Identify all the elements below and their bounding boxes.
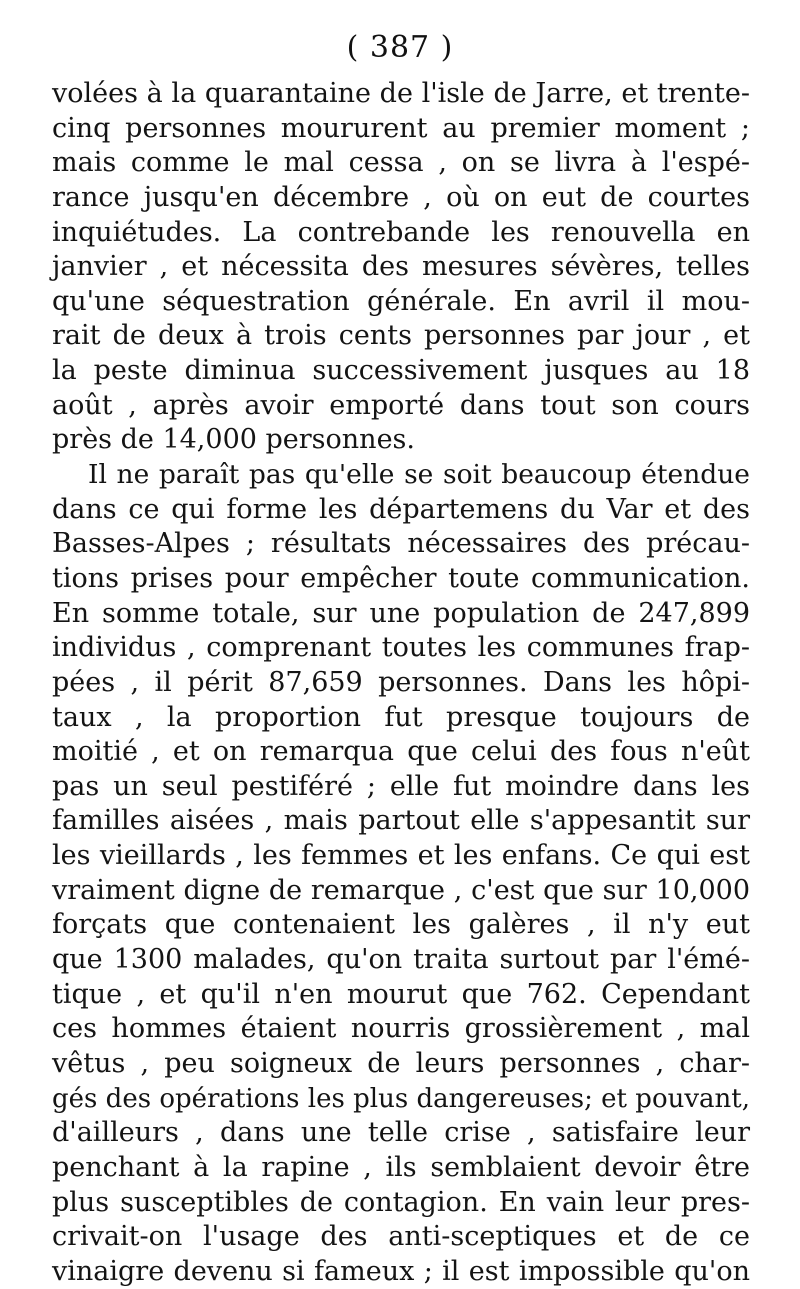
text-line: août , après avoir emporté dans tout son cours [52,389,750,421]
text-line: tique , et qu'il n'en mourut que 762. Cependant [52,978,750,1010]
text-line: volées à la quarantaine de l'isle de Jarre, et trente- [52,78,750,109]
text-line: inquiétudes. La contrebande les renouvella en [52,216,750,248]
text-line: gés des opérations les plus dangereuses; et pouvant, [52,1083,750,1114]
text-line: familles aisées , mais partout elle s'appesantit sur [52,805,750,837]
text-line: tions prises pour empêcher toute communication. [52,562,750,594]
text-line: pées , il périt 87,659 personnes. Dans les hôpi- [52,666,750,698]
text-line: penchant à la rapine , ils semblaient devoir être [52,1151,750,1183]
text-line: rance jusqu'en décembre , où on eut de courtes [52,181,750,213]
text-line: d'ailleurs , dans une telle crise , satisfaire leur [52,1117,750,1149]
text-line: que 1300 malades, qu'on traita surtout par l'émé- [52,944,750,976]
text-line: mais comme le mal cessa , on se livra à l'espé- [52,147,750,179]
text-line: moitié , et on remarqua que celui des fous n'eût [52,736,750,768]
text-line: dans ce qui forme les départemens du Var et des [52,493,750,525]
text-line: En somme totale, sur une population de 247,899 [52,597,750,629]
text-line: forçats que contenaient les galères , il n'y eut [52,909,750,941]
text-line: les vieillards , les femmes et les enfans. Ce qui est [52,840,750,872]
text-line: qu'une séquestration générale. En avril il mou- [52,285,750,317]
text-line: Basses-Alpes ; résultats nécessaires des précau- [52,528,750,560]
text-line: la peste diminua successivement jusques au 18 [52,355,750,387]
text-line: vraiment digne de remarque , c'est que sur 10,000 [52,874,750,906]
paragraph-start-line: Il ne paraît pas qu'elle se soit beaucoup étendue [88,459,750,491]
text-line: taux , la proportion fut presque toujours de [52,701,750,733]
text-line: pas un seul pestiféré ; elle fut moindre dans les [52,770,750,802]
text-line: individus , comprenant toutes les communes frap- [52,632,750,664]
text-line: vêtus , peu soigneux de leurs personnes , char- [52,1047,750,1079]
text-line: vinaigre devenu si fameux ; il est impossible qu'on [52,1255,750,1287]
paragraph-end-line: près de 14,000 personnes. [52,424,415,456]
text-line: crivait-on l'usage des anti-sceptiques et de ce [52,1221,750,1253]
text-line: ces hommes étaient nourris grossièrement , mal [52,1013,750,1045]
text-line: janvier , et nécessita des mesures sévères, telles [52,251,750,283]
page-number: ( 387 ) [346,30,454,65]
text-line: rait de deux à trois cents personnes par jour , et [52,320,750,352]
text-line: cinq personnes moururent au premier moment ; [52,112,750,144]
body-text [52,77,750,1289]
text-line: plus susceptibles de contagion. En vain leur pres- [52,1186,750,1218]
